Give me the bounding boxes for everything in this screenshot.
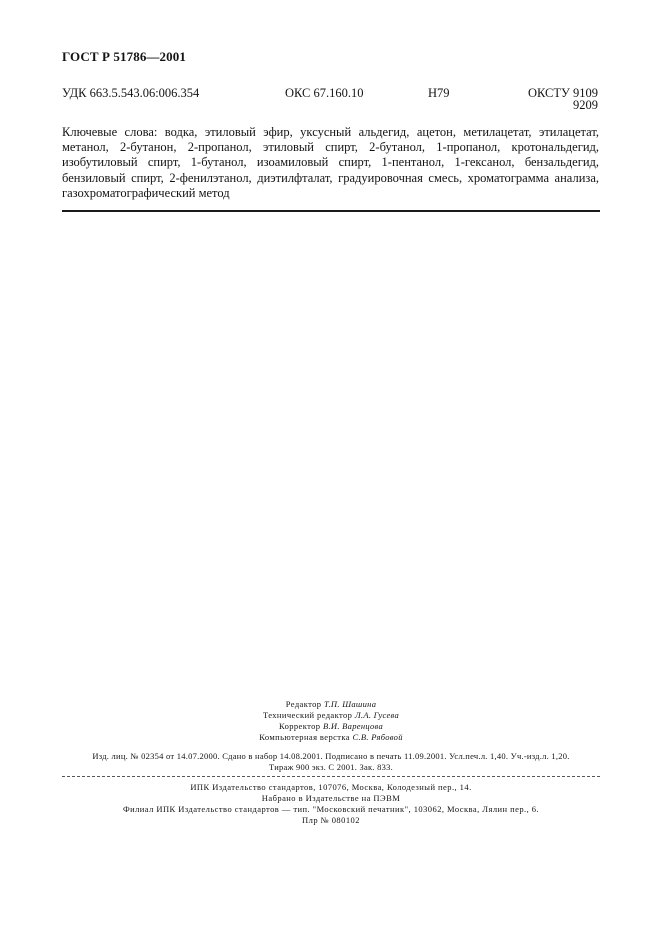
publisher-block <box>62 782 600 826</box>
credit-layout-name: С.В. Рябовой <box>352 732 403 742</box>
credit-editor-name: Т.П. Шашина <box>323 699 377 709</box>
imprint-line: Изд. лиц. № 02354 от 14.07.2000. Сдано в набор 14.08.2001. Подписано в печать 11.09.2001. Усл.печ.л. 1,40. Уч.-изд.л. 1,20. <box>92 751 570 761</box>
imprint-divider <box>62 776 600 777</box>
section-divider <box>62 210 600 212</box>
publisher-line: ИПК Издательство стандартов, 107076, Москва, Колодезный пер., 14. <box>190 782 472 792</box>
credit-tech-editor-name: Л.А. Гусева <box>354 710 400 720</box>
credit-corrector-label: Корректор <box>278 721 321 731</box>
credit-editor-label: Редактор <box>285 699 322 709</box>
credit-layout-label: Компьютерная верстка <box>259 732 350 742</box>
credit-tech-editor <box>62 710 600 721</box>
standard-id: ГОСТ Р 51786—2001 <box>62 49 186 64</box>
oks-code: ОКС 67.160.10 <box>285 86 364 100</box>
okstu-code-secondary: 9209 <box>573 98 598 112</box>
keywords-paragraph: Ключевые слова: водка, этиловый эфир, уксусный альдегид, ацетон, метилацетат, этилацетат, метанол, 2-бутанон, 2-пропанол, этиловый спирт, 2-бутанол, 1-пропанол, кротональдегид, изобутиловый спирт, 1-бутанол, изоамиловый спирт, 1-пентанол, 1-гексанол, бензальдегид, бензиловый спирт, 2-фенилэтанол, диэтилфталат, градуировочная смесь, хроматограмма анализа, газохроматографический метод <box>62 125 599 200</box>
credit-corrector-name: В.И. Варенцова <box>322 721 384 731</box>
group-code: Н79 <box>428 86 450 100</box>
credits-block <box>62 699 600 743</box>
credit-tech-editor-label: Технический редактор <box>262 710 353 720</box>
credit-layout <box>62 732 600 743</box>
publisher-line: Набрано в Издательстве на ПЭВМ <box>261 793 401 803</box>
imprint-line: Тираж 900 экз. С 2001. Зак. 833. <box>268 762 394 772</box>
publisher-line: Филиал ИПК Издательство стандартов — тип. "Московский печатник", 103062, Москва, Лялин пер., 6. <box>122 804 540 814</box>
credit-editor <box>62 699 600 710</box>
udk-code: УДК 663.5.543.06:006.354 <box>62 86 200 100</box>
imprint-block <box>62 751 600 773</box>
publisher-line: Плр № 080102 <box>302 815 360 825</box>
credit-corrector <box>62 721 600 732</box>
okstu-code: ОКСТУ 9109 <box>527 86 598 100</box>
